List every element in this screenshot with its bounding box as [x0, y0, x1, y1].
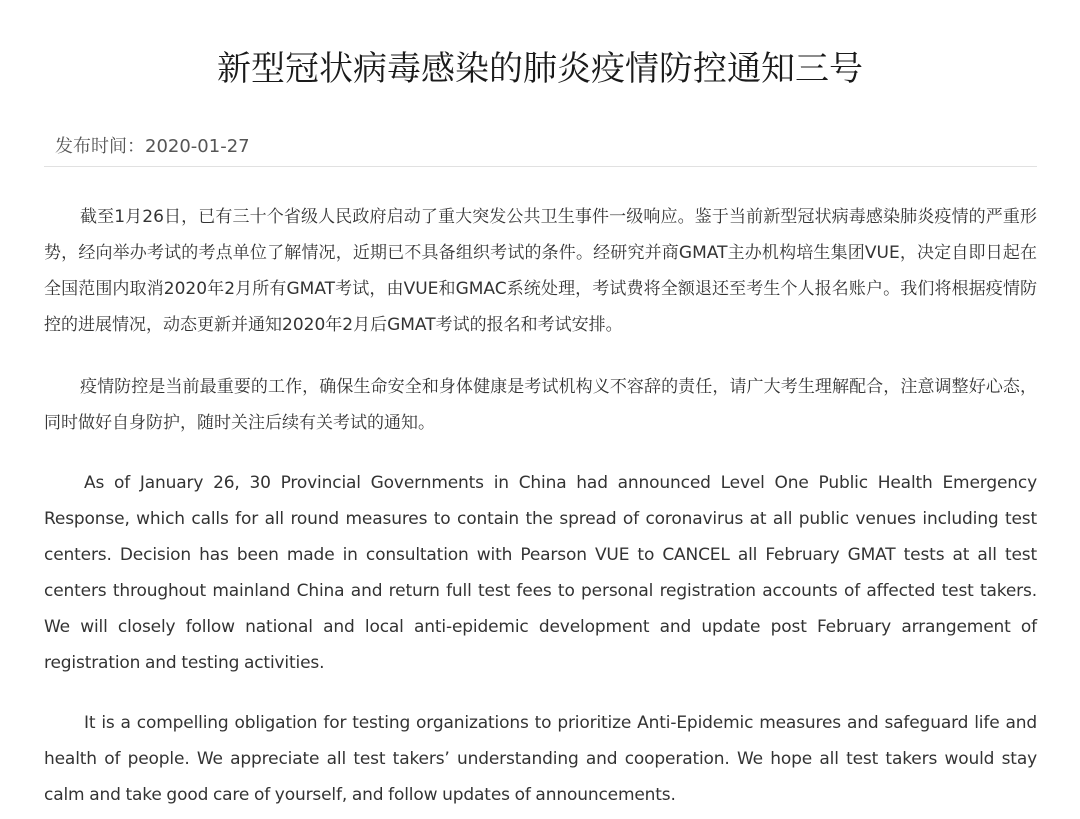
- body-paragraph-en-2: It is a compelling obligation for testing organizations to prioritize Anti-Epidemic measures and safeguard life and health of people. We appreciate all test takers’ understanding and cooperation. We hope all test takers would stay calm and take good care of yourself, and follow updates of announcements.: [44, 713, 1037, 805]
- body-paragraph-zh-2: 疫情防控是当前最重要的工作，确保生命安全和身体健康是考试机构义不容辞的责任，请广大考生理解配合，注意调整好心态，同时做好自身防护，随时关注后续有关考试的通知。: [44, 377, 1037, 433]
- publish-date: 2020-01-27: [145, 136, 250, 157]
- body-paragraph-zh-1: 截至1月26日，已有三十个省级人民政府启动了重大突发公共卫生事件一级响应。鉴于当前新型冠状病毒感染肺炎疫情的严重形势，经向举办考试的考点单位了解情况，近期已不具备组织考试的条件。经研究并商GMAT主办机构培生集团VUE，决定自即日起在全国范围内取消2020年2月所有GMAT考试，由VUE和GMAC系统处理，考试费将全额退还至考生个人报名账户。我们将根据疫情防控的进展情况，动态更新并通知2020年2月后GMAT考试的报名和考试安排。: [44, 207, 1037, 335]
- publish-info: [55, 134, 250, 160]
- publish-time-label: 发布时间：: [55, 136, 145, 157]
- page-title: 新型冠状病毒感染的肺炎疫情防控通知三号: [217, 49, 863, 89]
- body-paragraph-en-1: As of January 26, 30 Provincial Governments in China had announced Level One Public Health Emergency Response, which calls for all round measures to contain the spread of coronavirus at all public venues including test centers. Decision has been made in consultation with Pearson VUE to CANCEL all February GMAT tests at all test centers throughout mainland China and return full test fees to personal registration accounts of affected test takers. We will closely follow national and local anti-epidemic development and update post February arrangement of registration and testing activities.: [44, 473, 1037, 673]
- header-divider: [44, 166, 1037, 167]
